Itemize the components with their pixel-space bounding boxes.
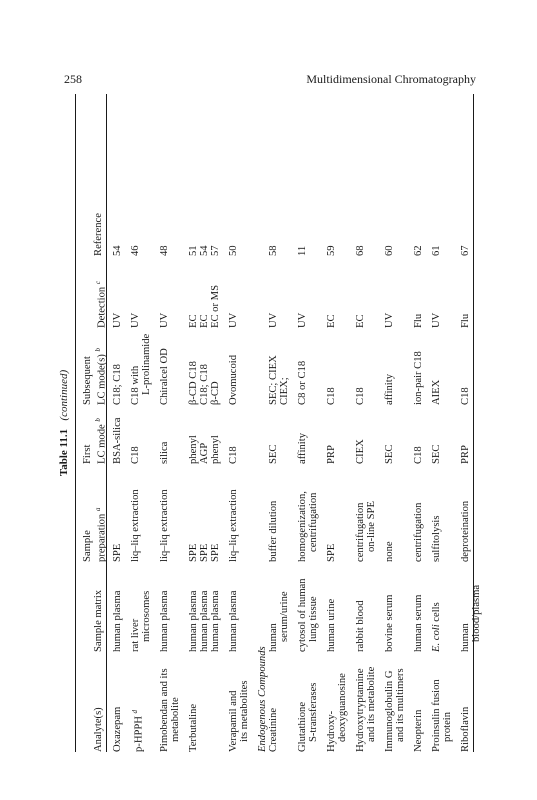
table-cell: BSA-silica [112,417,123,464]
table-cell: metabolite [170,697,181,742]
table-cell: 54 [112,245,123,256]
table-cell: and its multimers [395,668,406,742]
table-cell: lung tissue [308,596,319,642]
column-header: Sample [82,530,93,562]
table-cell: its metabolites [239,680,250,742]
table-cell: affinity [297,433,308,464]
column-header: LC mode(s) $^b$ [94,347,108,405]
table-cell: 11 [297,245,308,256]
table-cell: Pimobendan and its [159,668,170,752]
table-cell: UV [268,312,279,328]
table-cell: bovine serum [384,594,395,652]
table-cell: 58 [268,245,279,256]
column-header: LC mode $^b$ [94,418,108,464]
table-cell: none [384,541,395,562]
table-cell: Hydroxytryptamine [355,668,366,752]
table-cell: UV [130,312,141,328]
table-cell: centrifugation [355,502,366,562]
table-cell: Flu [460,313,471,328]
table-cell: rat liver [130,618,141,652]
table-cell: human plasma [159,590,170,652]
table-cell: SEC [431,444,442,464]
table-cell: 62 [413,245,424,256]
table-cell: serum/urine [279,591,290,642]
table-cell: C18 [130,446,141,464]
table-cell: AIEX [431,379,442,405]
table-cell: 54 [199,245,210,256]
table-cell: C18 [228,446,239,464]
table-cell: Terbutaline [188,703,199,752]
top-rule [75,94,76,752]
table-cell: sulfitolysis [431,515,442,562]
table-cell: ion-pair C18 [413,351,424,405]
table-cell: CIEX; [279,377,290,405]
table-cell: UV [297,312,308,328]
table-cell: Verapamil and [228,690,239,752]
table-cell: silica [159,441,170,464]
bottom-rule [473,94,474,752]
table-cell: Riboflavin [460,706,471,752]
column-header: Detection $^c$ [94,281,108,328]
table-caption [58,94,70,752]
table-cell: centrifugation [413,502,424,562]
table-cell: SEC [268,444,279,464]
table-cell: C18 [355,387,366,405]
table-cell: deoxyguanosine [337,673,348,742]
table-cell: human urine [326,598,337,652]
column-header: Sample matrix [93,589,104,652]
table-cell: S-transferases [308,682,319,742]
table-cell: human [460,623,471,652]
table-cell: on-line SPE [366,501,377,552]
table-cell: SPE [326,543,337,562]
table-cell: EC [199,314,210,328]
table-cell: β-CD [210,381,221,405]
table-cell: C18; C18 [199,364,210,405]
table-cell: C18 with [130,365,141,405]
table-cell: UV [384,312,395,328]
table-cell: cytosol of human [297,578,308,652]
column-header: Analyte(s) [93,707,104,752]
running-title: Multidimensional Chromatography [306,72,476,86]
table-continued: (continued) [58,369,70,421]
table-cell: 50 [228,245,239,256]
column-header: First [82,444,93,464]
table-cell: EC or MS [210,285,221,328]
table-cell: Oxazepam [112,706,123,752]
table-cell: 61 [431,245,442,256]
table-cell: liq–liq extraction [159,489,170,562]
table-cell: C18; C18 [112,364,123,405]
table-cell: Hydroxy- [326,710,337,752]
table-label: Table 11.1 [58,428,70,477]
table-cell: SEC; CIEX [268,355,279,405]
table-cell: C18 [326,387,337,405]
table-cell: centrifugation [308,492,319,552]
table-cell: CIEX [355,439,366,464]
table-cell: Immunoglobulin G [384,670,395,752]
page-header [64,72,476,88]
table-cell: human [268,623,279,652]
table-cell: SPE [112,543,123,562]
table-cell: and its metabolite [366,666,377,742]
table-cell: 59 [326,245,337,256]
table-cell: AGP [199,442,210,464]
table-cell: phenyl [188,435,199,464]
table-cell: 57 [210,245,221,256]
column-header: preparation $^a$ [94,507,108,562]
table-cell: Glutathione [297,701,308,752]
table-cell: rabbit blood [355,600,366,652]
table-cell: deproteination [460,500,471,562]
table-cell: Neopterin [413,709,424,752]
table-cell: PRP [326,445,337,464]
table-cell: Ovomucoid [228,354,239,405]
table-cell: 48 [159,245,170,256]
table-cell: human plasma [199,590,210,652]
table-cell: C18 [413,446,424,464]
table-cell: C18 [460,387,471,405]
table-cell: liq–liq extraction [130,489,141,562]
table-cell: human plasma [188,590,199,652]
table-cell: 60 [384,245,395,256]
page-number: 258 [64,72,82,86]
table-cell: 68 [355,245,366,256]
table-cell: β-CD C18 [188,361,199,405]
table-cell: buffer dilution [268,500,279,562]
table-cell: SPE [188,543,199,562]
table-cell: EC [355,314,366,328]
table-cell: affinity [384,374,395,405]
table-cell: Chiralcel OD [159,348,170,405]
table-cell: human serum [413,594,424,652]
header-rule [106,94,107,752]
section-heading: Endogenous Compounds [257,646,268,752]
table-cell: Flu [413,313,424,328]
rotated-table-page [58,94,482,752]
table-cell: p-HPPH $^d$ [131,709,145,752]
table-cell: UV [228,312,239,328]
table-cell: UV [431,312,442,328]
table-cell: EC [326,314,337,328]
table-cell: L-prolinamide [141,333,152,395]
table-cell: blood/plasma [471,584,482,642]
table-cell: UV [112,312,123,328]
table-cell: UV [159,312,170,328]
table-cell: 46 [130,245,141,256]
table-cell: E. coli cells [431,602,442,652]
table-cell: protein [442,711,453,742]
table-cell: Proinsulin fusion [431,679,442,752]
table-cell: 51 [188,245,199,256]
table-cell: PRP [460,445,471,464]
table-cell: SPE [199,543,210,562]
table-cell: microsomes [141,590,152,642]
column-header: Subsequent [82,356,93,405]
table-cell: Creatinine [268,707,279,752]
column-header: Reference [93,213,104,256]
table-cell: phenyl [210,435,221,464]
table-cell: liq–liq extraction [228,489,239,562]
table-cell: human plasma [210,590,221,652]
table-cell: human plasma [228,590,239,652]
table-cell: C8 or C18 [297,360,308,405]
table-cell: human plasma [112,590,123,652]
table-cell: homogenization, [297,491,308,562]
table-cell: SPE [210,543,221,562]
table-cell: EC [188,314,199,328]
table-cell: SEC [384,444,395,464]
table-cell: 67 [460,245,471,256]
